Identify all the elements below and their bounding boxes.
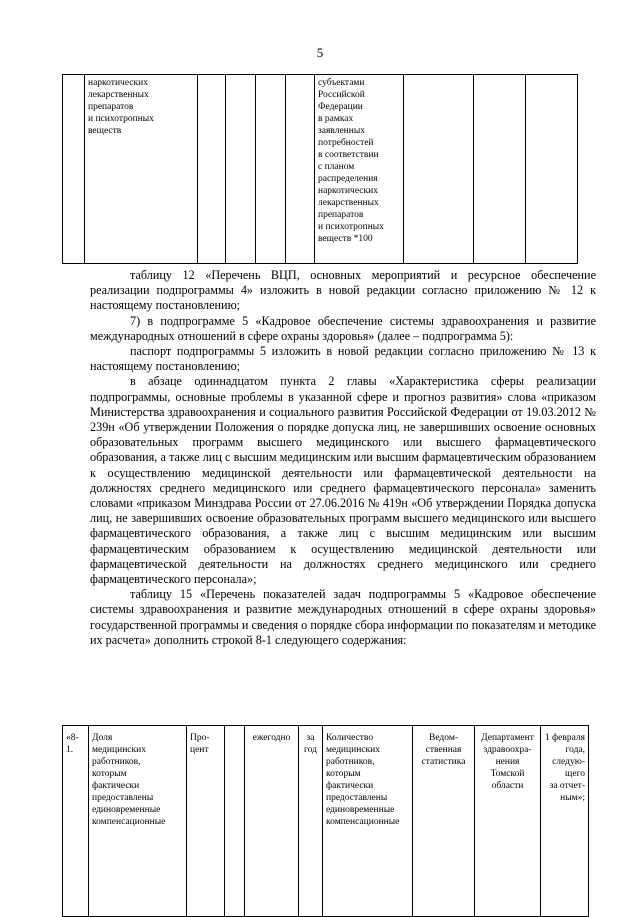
paragraph-subprogram5: 7) в подпрограмме 5 «Кадровое обеспечение системы здравоохранения и развитие международных отношений в сфере охраны здоровья» (далее – подпрограмма 5): xyxy=(90,313,596,343)
indicator-definition: Количество медицинских работников, которым фактически предоставлены единовременные компенсационные xyxy=(323,726,413,917)
unit-of-measure: Про- цент xyxy=(187,726,225,917)
cell-formula: субъектами Российской Федерации в рамках заявленных потребностей в соответствии с планом распределения наркотических лекарственных препаратов и психотропных веществ *100 xyxy=(315,75,404,264)
continued-table xyxy=(62,74,578,264)
paragraph-table15: таблицу 15 «Перечень показателей задач подпрограммы 5 «Кадровое обеспечение системы здравоохранения и развитие международных отношений в сфере охраны здоровья» государственной программы и сведения о порядке сбора информации по показателям и методике их расчета» дополнить строкой 8-1 следующего содержания: xyxy=(90,587,596,647)
cell-empty xyxy=(404,75,474,264)
body-text xyxy=(90,268,596,648)
cell-empty xyxy=(225,726,245,917)
time-interval: за год xyxy=(299,726,323,917)
responsible-department: Департамент здравоохра- нения Томской области xyxy=(475,726,541,917)
deadline: 1 февраля года, следую- щего за отчет- ным»; xyxy=(541,726,589,917)
cell-indicator-name: наркотических лекарственных препаратов и психотропных веществ xyxy=(85,75,198,264)
page-number: 5 xyxy=(316,45,324,60)
paragraph-table12: таблицу 12 «Перечень ВЦП, основных мероприятий и ресурсное обеспечение реализации подпрограммы 4» изложить в новой редакции согласно приложению № 12 к настоящему постановлению; xyxy=(90,268,596,313)
cell-empty xyxy=(256,75,286,264)
cell-num xyxy=(63,75,85,264)
paragraph-order-replace: в абзаце одиннадцатом пункта 2 главы «Характеристика сферы реализации подпрограммы, основные проблемы в указанной сфере и прогноз развития» слова «приказом Министерства здравоохранения и социального развития Российской Федерации от 19.03.2012 № 239н «Об утверждении Положения о порядке допуска лиц, не завершивших освоение основных образовательных программ высшего медицинского или высшего фармацевтического образования, а также лиц с высшим медицинским или высшим фармацевтическим образованием к осуществлению медицинской деятельности или фармацевтической деятельности на должностях среднего медицинского или среднего фармацевтического персонала» заменить словами «приказом Минздрава России от 27.06.2016 № 419н «Об утверждении Порядка допуска лиц, не завершивших освоение образовательных программ высшего медицинского или высшего фармацевтического образования, а также лиц с высшим медицинским или высшим фармацевтическим образованием к осуществлению медицинской деятельности или фармацевтической деятельности на должностях среднего медицинского или среднего фармацевтического персонала»; xyxy=(90,374,596,587)
cell-empty xyxy=(474,75,526,264)
indicator-name: Доля медицинских работников, которым фактически предоставлены единовременные компенсационные xyxy=(89,726,187,917)
paragraph-passport: паспорт подпрограммы 5 изложить в новой редакции согласно приложению № 13 к настоящему постановлению; xyxy=(90,344,596,374)
cell-empty xyxy=(526,75,578,264)
row-number: «8-1. xyxy=(63,726,89,917)
cell-empty xyxy=(286,75,315,264)
inserted-row-table xyxy=(62,725,589,917)
cell-empty xyxy=(226,75,256,264)
collection-method: Ведом- ственная статистика xyxy=(413,726,475,917)
periodicity: ежегодно xyxy=(245,726,299,917)
cell-empty xyxy=(198,75,226,264)
